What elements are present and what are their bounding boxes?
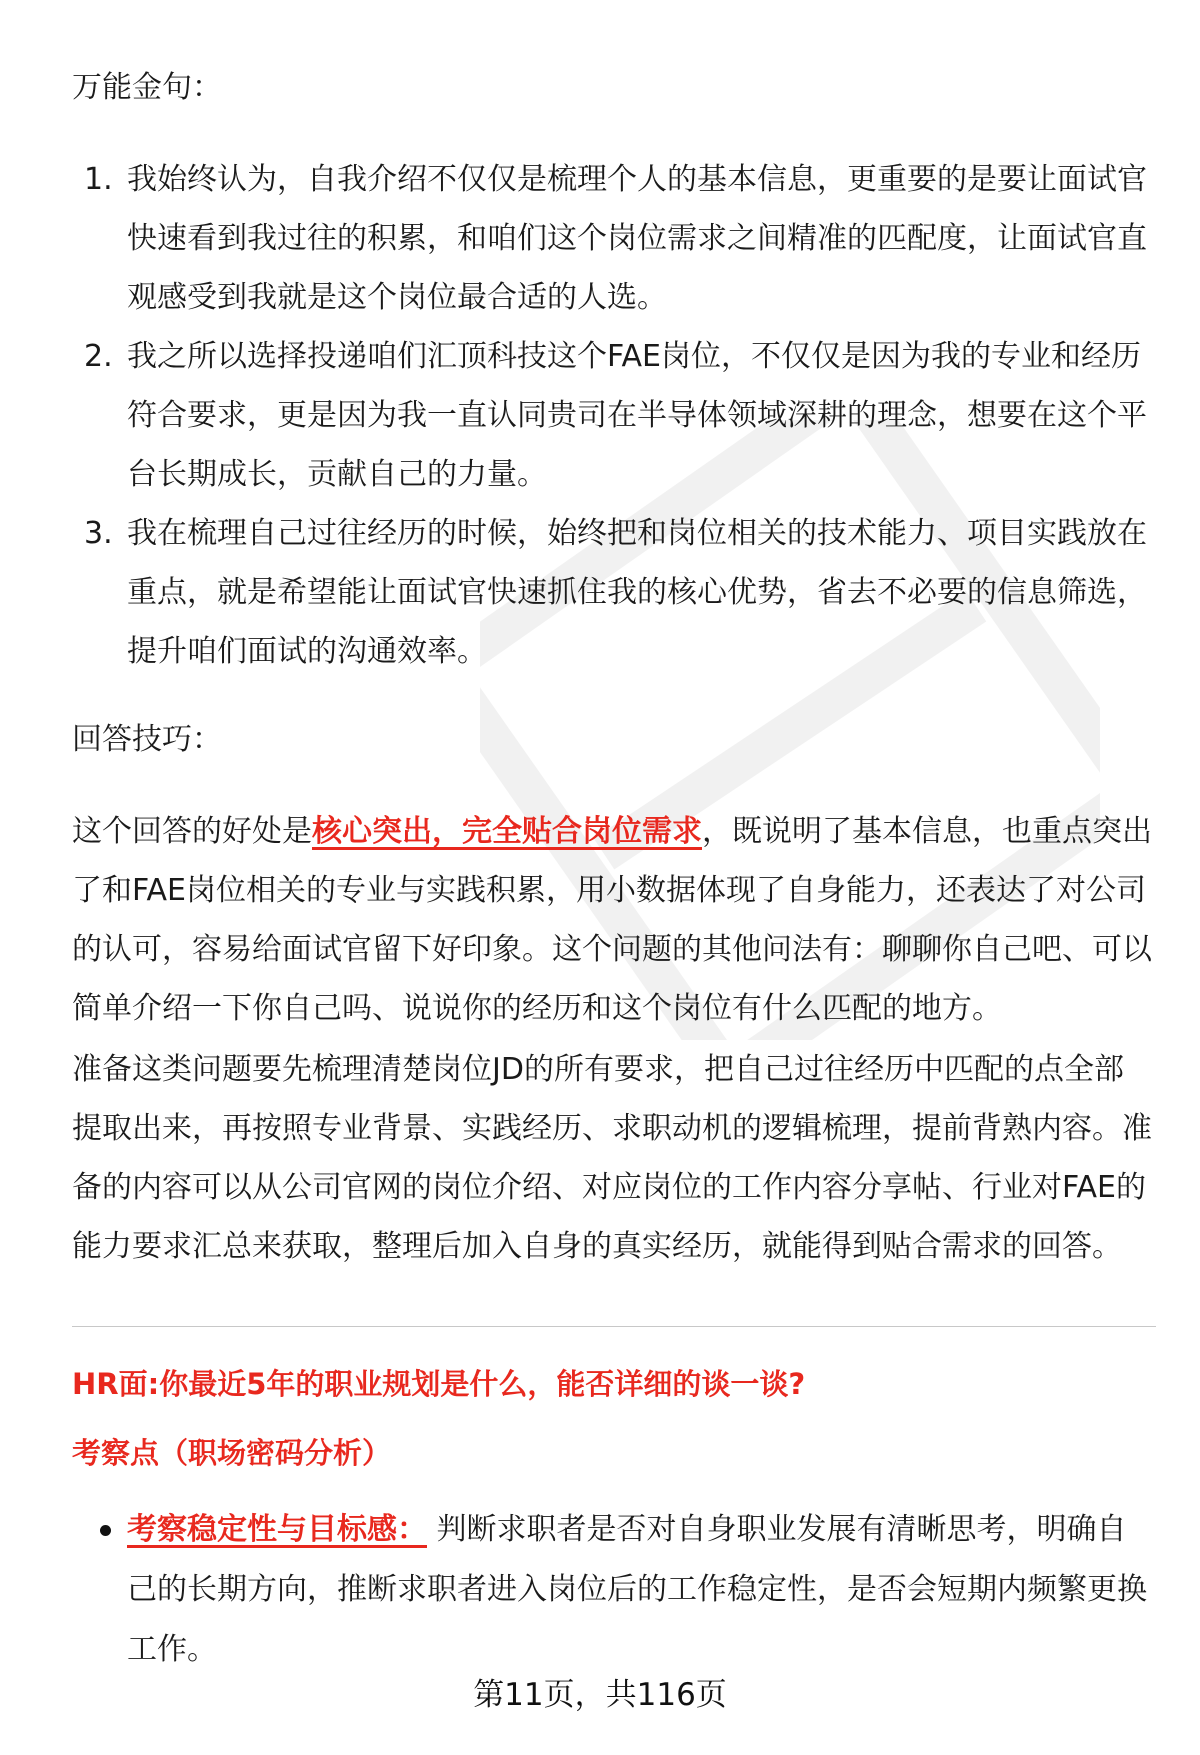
assessment-heading: 考察点（职场密码分析） — [72, 1436, 392, 1470]
bullet-dot-icon — [100, 1525, 111, 1536]
list-item-number: 2. — [84, 339, 113, 374]
page-number: 第11页，共116页 — [473, 1677, 727, 1713]
question-heading: HR面:你最近5年的职业规划是什么，能否详细的谈一谈? — [72, 1367, 806, 1401]
paragraph-prefix: 这个回答的好处是 — [72, 814, 312, 849]
answer-tips-label: 回答技巧： — [72, 722, 222, 757]
bullet-highlight: 考察稳定性与目标感： — [127, 1512, 427, 1547]
highlight-text: 核心突出，完全贴合岗位需求 — [312, 814, 702, 849]
bullet-text: 判断求职者是否对自身职业发展有清晰思考，明确自己的长期方向，推断求职者进入岗位后的工作稳定性，是否会短期内频繁更换工作。 — [127, 1512, 1147, 1667]
list-item-text: 我在梳理自己过往经历的时候，始终把和岗位相关的技术能力、项目实践放在重点，就是希望能让面试官快速抓住我的核心优势，省去不必要的信息筛选，提升咱们面试的沟通效率。 — [127, 516, 1147, 669]
bullet-item — [72, 1500, 1152, 1680]
assessment-bullets — [72, 1500, 1152, 1680]
list-item — [72, 150, 1152, 327]
universal-phrases-label: 万能金句： — [72, 70, 222, 105]
answer-tips-paragraph — [72, 802, 1152, 1038]
preparation-paragraph: 准备这类问题要先梳理清楚岗位JD的所有要求，把自己过往经历中匹配的点全部提取出来，再按照专业背景、实践经历、求职动机的逻辑梳理，提前背熟内容。准备的内容可以从公司官网的岗位介绍、对应岗位的工作内容分享帖、行业对FAE的能力要求汇总来获取，整理后加入自身的真实经历，就能得到贴合需求的回答。 — [72, 1052, 1152, 1264]
universal-phrases-list — [72, 150, 1152, 681]
list-item — [72, 504, 1152, 681]
section-divider — [72, 1326, 1156, 1327]
list-item — [72, 327, 1152, 504]
list-item-text: 我之所以选择投递咱们汇顶科技这个FAE岗位，不仅仅是因为我的专业和经历符合要求，更是因为我一直认同贵司在半导体领域深耕的理念，想要在这个平台长期成长，贡献自己的力量。 — [127, 339, 1147, 492]
list-item-number: 3. — [84, 516, 113, 551]
list-item-text: 我始终认为，自我介绍不仅仅是梳理个人的基本信息，更重要的是要让面试官快速看到我过往的积累，和咱们这个岗位需求之间精准的匹配度，让面试官直观感受到我就是这个岗位最合适的人选。 — [127, 162, 1147, 315]
paragraph-rest: ，既说明了基本信息，也重点突出了和FAE岗位相关的专业与实践积累，用小数据体现了自身能力，还表达了对公司的认可，容易给面试官留下好印象。这个问题的其他问法有：聊聊你自己吧、可以简单介绍一下你自己吗、说说你的经历和这个岗位有什么匹配的地方。 — [72, 814, 1152, 1026]
list-item-number: 1. — [84, 162, 113, 197]
